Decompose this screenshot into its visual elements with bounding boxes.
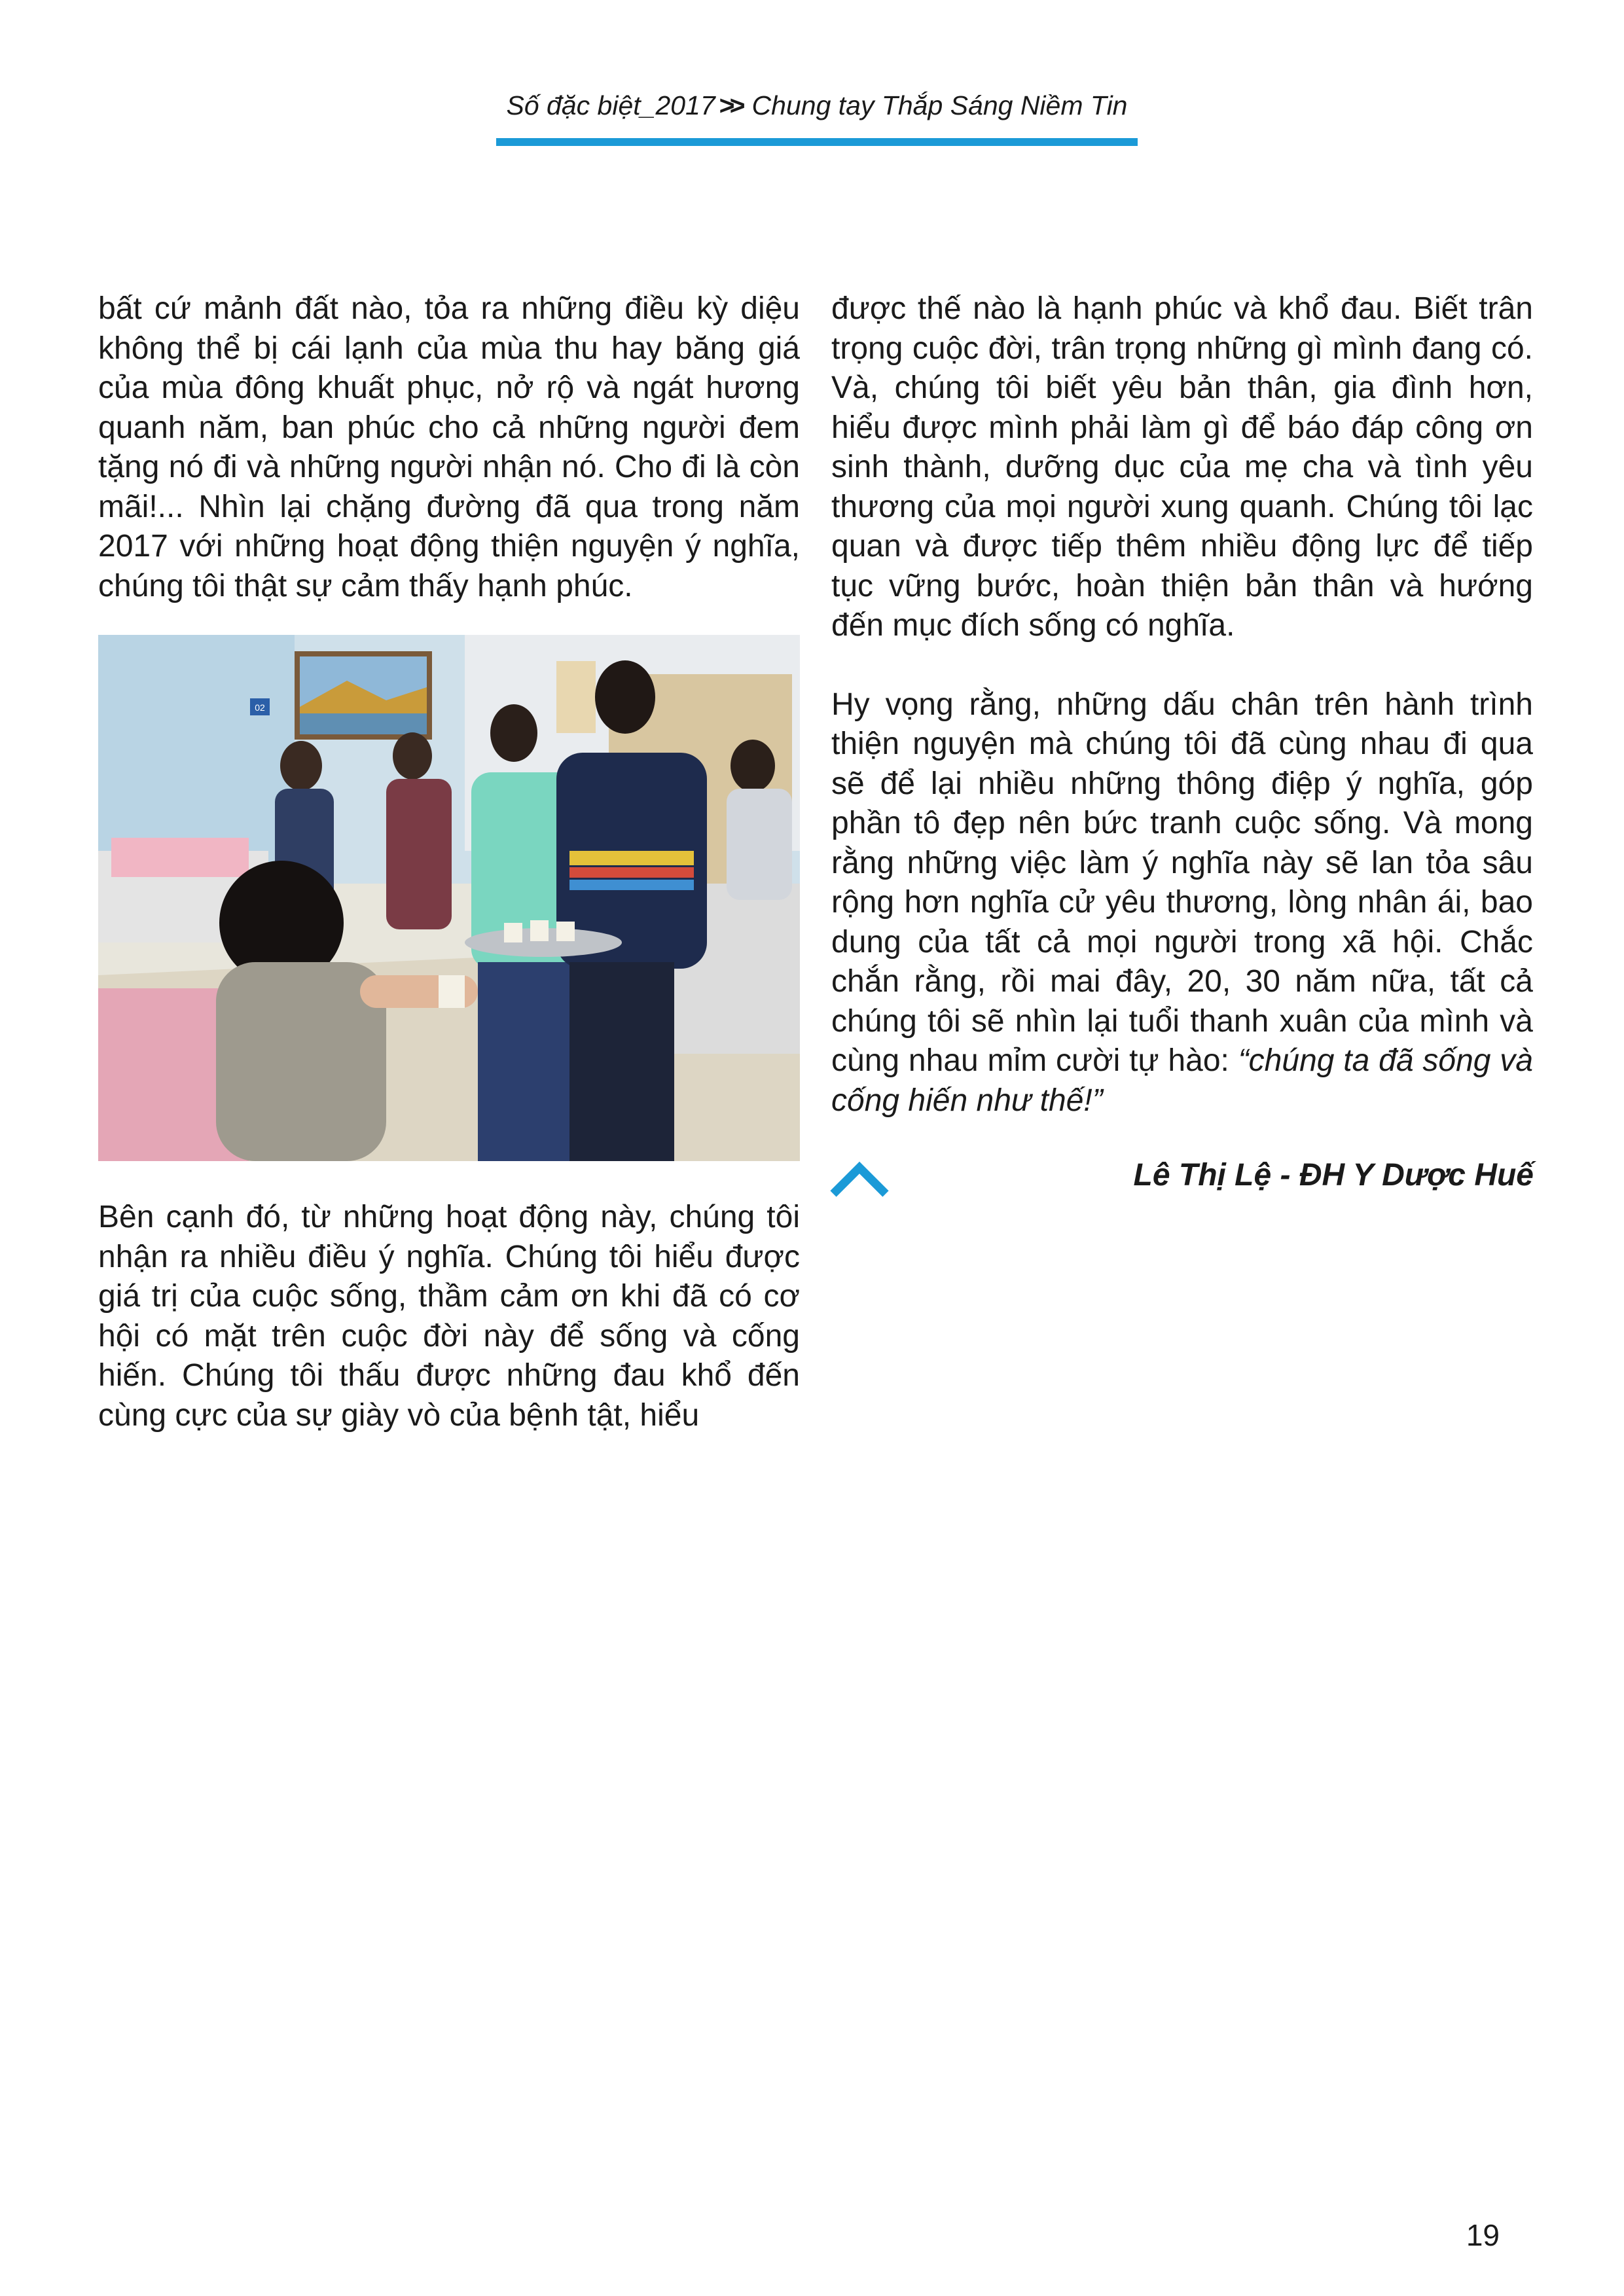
left-paragraph-1: bất cứ mảnh đất nào, tỏa ra những điều kỳ diệu không thể bị cái lạnh của mùa thu hay băng giá của mùa đông khuất phục, nở rộ và ngát hương quanh năm, ban phúc cho cả những người đem tặng nó đi và những người nhận nó. Cho đi là còn mãi!... Nhìn lại chặng đường đã qua trong năm 2017 với những hoạt động thiện nguyện ý nghĩa, chúng tôi thật sự cảm thấy hạnh phúc.	[98, 291, 800, 603]
chevron-up-icon	[829, 1160, 890, 1199]
room-number: 02	[255, 702, 265, 713]
photo-illustration	[98, 635, 800, 1161]
right-column	[831, 289, 1533, 1121]
right-paragraph-2	[831, 685, 1533, 1121]
running-header	[496, 90, 1138, 121]
left-paragraph-2: Bên cạnh đó, từ những hoạt động này, chúng tôi nhận ra nhiều điều ý nghĩa. Chúng tôi hiểu được giá trị của cuộc sống, thầm cảm ơn khi đã có cơ hội có mặt trên cuộc đời này để sống và cống hiến. Chúng tôi thấu được những đau khổ đến cùng cực của sự giày vò của bệnh tật, hiểu	[98, 1200, 800, 1433]
left-column-top	[98, 289, 800, 606]
right-paragraph-1: được thế nào là hạnh phúc và khổ đau. Biết trân trọng cuộc đời, trân trọng những gì mình đang có. Và, chúng tôi biết yêu bản thân, gia đình hơn, hiểu được mình phải làm gì để báo đáp công ơn sinh thành, dưỡng dục của mẹ cha và tình yêu thương của mọi người xung quanh. Chúng tôi lạc quan và được tiếp thêm nhiều động lực để tiếp tục vững bước, hoàn thiện bản thân và hướng đến mục đích sống có nghĩa.	[831, 291, 1533, 643]
magazine-title: Chung tay Thắp Sáng Niềm Tin	[751, 90, 1128, 120]
hospital-charity-photo	[98, 635, 800, 1161]
author-signature: Lê Thị Lệ - ĐH Y Dược Huế	[1133, 1158, 1534, 1193]
double-chevron-icon: >>	[719, 90, 740, 120]
issue-label: Số đặc biệt_2017	[506, 90, 715, 120]
closing-quote: “chúng ta đã sống và cống hiến như thế!”	[831, 1043, 1533, 1118]
left-column-bottom	[98, 1198, 800, 1435]
header-rule	[496, 138, 1138, 146]
right-paragraph-2-text: Hy vọng rằng, những dấu chân trên hành trình thiện nguyện mà chúng tôi đã cùng nhau đi qua sẽ để lại nhiều những thông điệp ý nghĩa, góp phần tô đẹp nên bức tranh cuộc sống. Và mong rằng những việc làm ý nghĩa này sẽ lan tỏa sâu rộng hơn nghĩa cử yêu thương, lòng nhân ái, bao dung của tất cả mọi người trong xã hội. Chắc chắn rằng, rồi mai đây, 20, 30 năm nữa, tất cả chúng tôi sẽ nhìn lại tuổi thanh xuân của mình và cùng nhau mỉm cười tự hào:	[831, 687, 1533, 1078]
page-number: 19	[1466, 2218, 1500, 2252]
